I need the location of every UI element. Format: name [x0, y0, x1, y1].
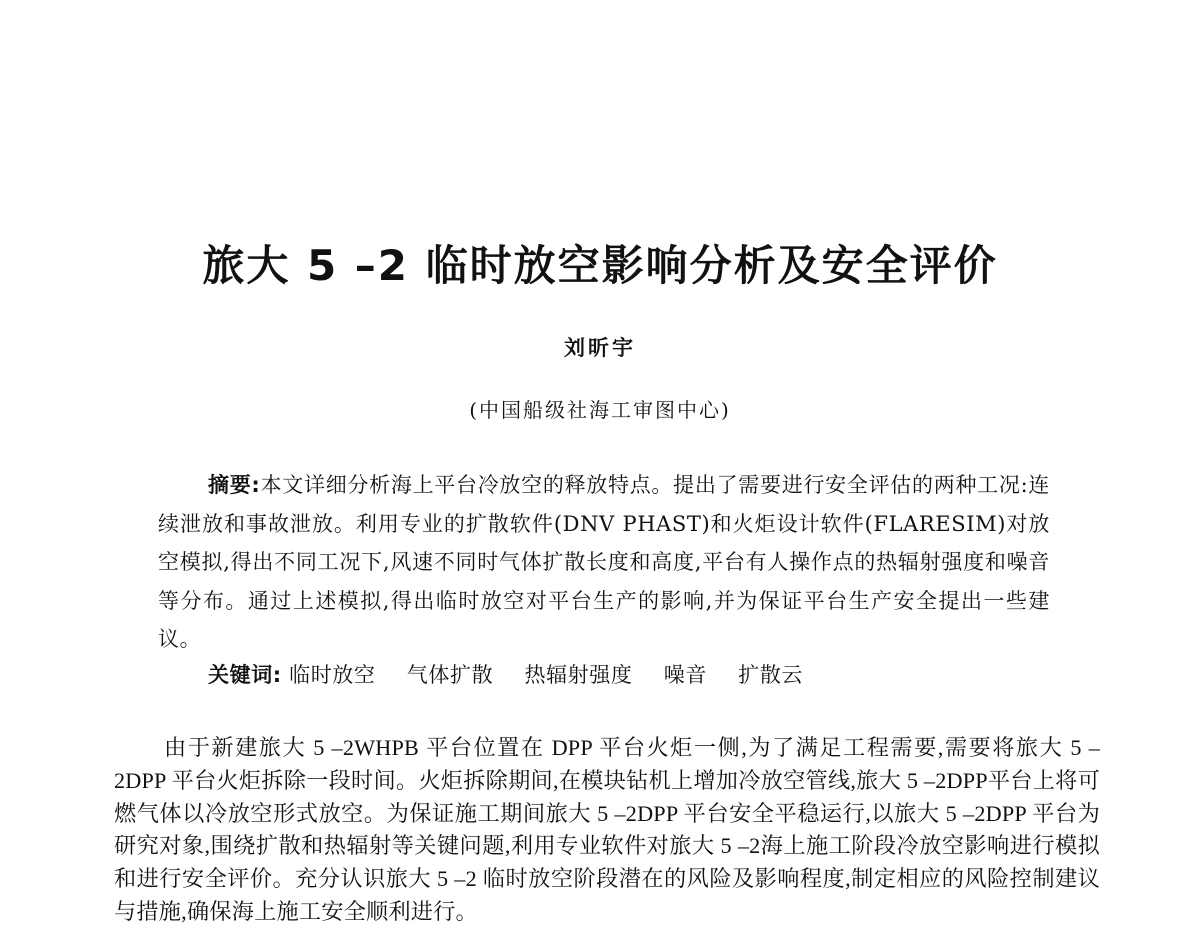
keyword-item: 气体扩散 [406, 663, 494, 687]
keyword-item: 热辐射强度 [524, 663, 633, 687]
abstract-label: 摘要: [208, 473, 261, 497]
keyword-item: 临时放空 [289, 663, 376, 687]
keyword-item: 噪音 [663, 663, 707, 687]
keywords-label: 关键词: [208, 663, 282, 687]
keyword-item: 扩散云 [738, 663, 804, 687]
introduction-paragraph: 由于新建旅大 5 –2WHPB 平台位置在 DPP 平台火炬一侧,为了满足工程需要,需要将旅大 5 –2DPP 平台火炬拆除一段时间。火炬拆除期间,在模块钻机上增加冷放空管线,旅大 5 –2DPP平台上将可燃气体以冷放空形式放空。为保证施工期间旅大 5 –2DPP 平台安全平稳运行,以旅大 5 –2DPP 平台为研究对象,围绕扩散和热辐射等关键问题,利用专业软件对旅大 5 –2海上施工阶段冷放空影响进行模拟和进行安全评价。充分认识旅大 5 –2 临时放空阶段潜在的风险及影响程度,制定相应的风险控制建议与措施,确保海上施工安全顺利进行。 [114, 735, 1100, 924]
paper-title: 旅大 5 –2 临时放空影响分析及安全评价 [202, 241, 998, 290]
abstract [158, 466, 1050, 659]
author-affiliation: (中国船级社海工审图中心) [469, 398, 731, 422]
abstract-text: 本文详细分析海上平台冷放空的释放特点。提出了需要进行安全评估的两种工况:连续泄放和事故泄放。利用专业的扩散软件(DNV PHAST)和火炬设计软件(FLARESIM)对放空模拟,得出不同工况下,风速不同时气体扩散长度和高度,平台有人操作点的热辐射强度和噪音等分布。通过上述模拟,得出临时放空对平台生产的影响,并为保证平台生产安全提出一些建议。 [158, 473, 1050, 651]
author-name: 刘昕宇 [564, 335, 636, 360]
keywords [208, 658, 1068, 692]
